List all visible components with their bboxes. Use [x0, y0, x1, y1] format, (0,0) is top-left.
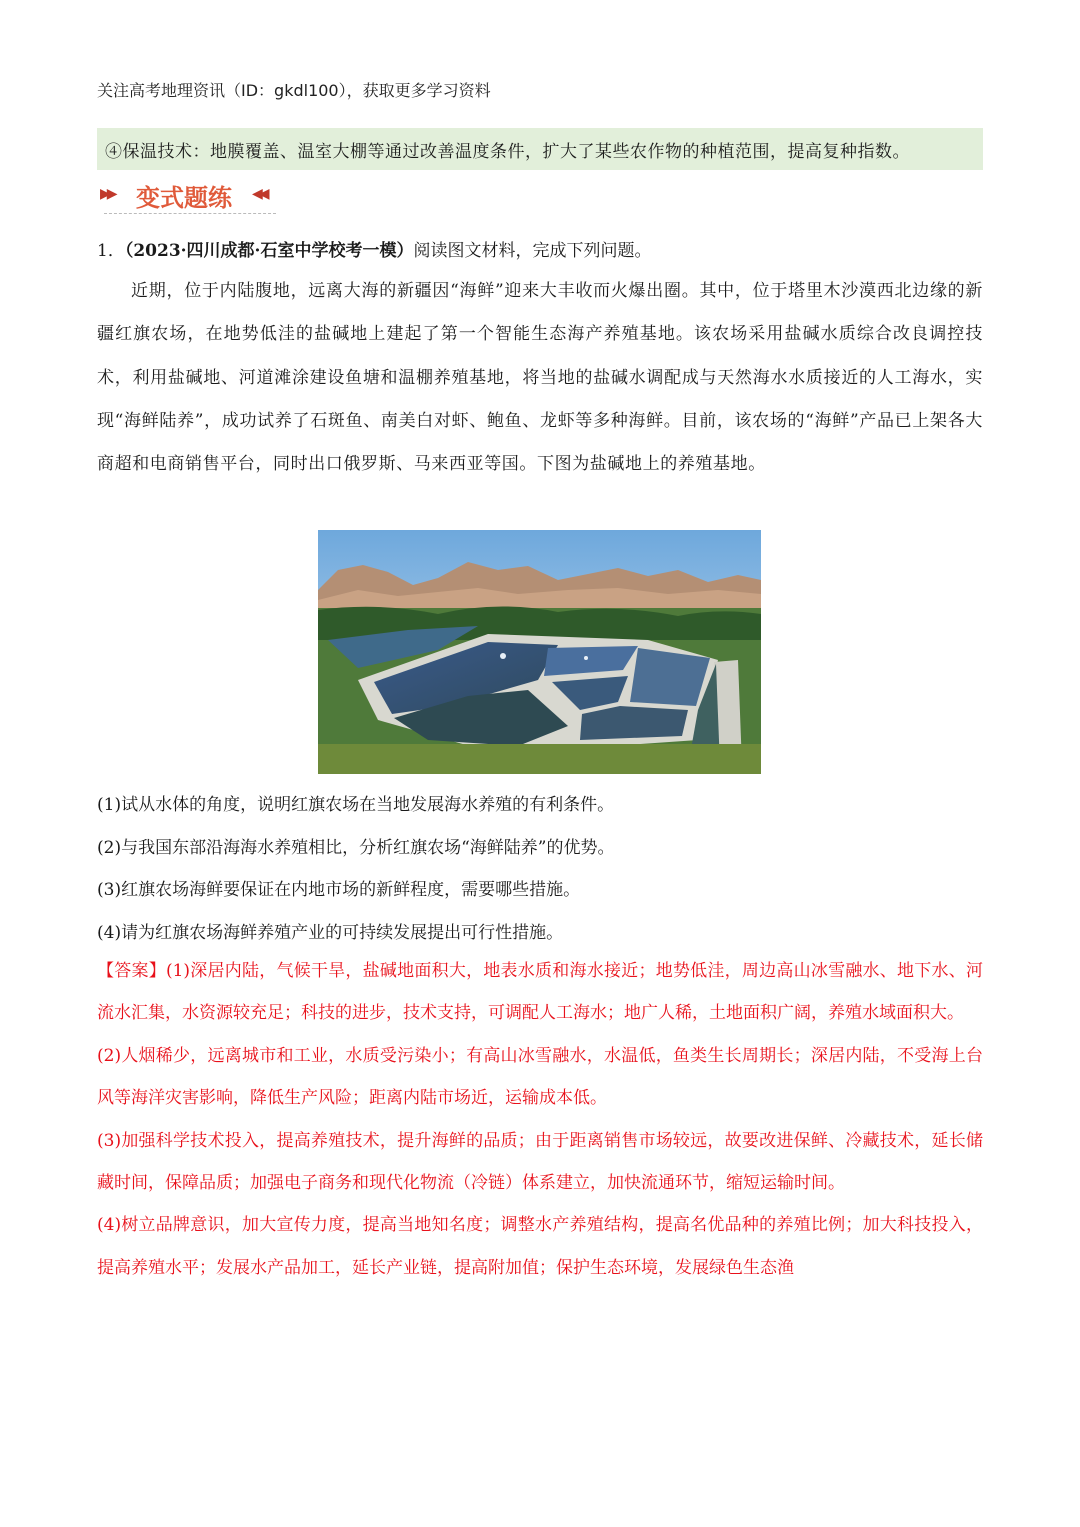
answer-part-1-text: (1)深居内陆，气候干旱，盐碱地面积大，地表水质和海水接近；地势低洼，周边高山冰雪融水、地下水、河流水汇集，水资源较充足；科技的进步，技术支持，可调配人工海水；地广人稀，土地面积广阔，养殖水域面积大。 [97, 961, 983, 1024]
tip-text: ④保温技术：地膜覆盖、温室大棚等通过改善温度条件，扩大了某些农作物的种植范围，提高复种指数。 [105, 141, 910, 162]
aquaculture-photo [318, 530, 761, 774]
arrow-left-icon: ◀◀ [252, 186, 266, 202]
answer-part-1 [97, 950, 983, 1035]
question-number: 1． [97, 241, 125, 261]
sub-question-3: (3)红旗农场海鲜要保证在内地市场的新鲜程度，需要哪些措施。 [97, 880, 581, 900]
sub-question-1: (1)试从水体的角度，说明红旗农场在当地发展海水养殖的有利条件。 [97, 795, 615, 815]
tip-box [97, 128, 983, 170]
answer-label: 【答案】 [97, 961, 166, 981]
question-instruction: 阅读图文材料，完成下列问题。 [413, 241, 652, 261]
sub-questions [97, 784, 983, 954]
answer-part-3: (3)加强科学技术投入，提高养殖技术，提升海鲜的品质；由于距离销售市场较远，故要改进保鲜、冷藏技术，延长储藏时间，保障品质；加强电子商务和现代化物流（冷链）体系建立，加快流通环节，缩短运输时间。 [97, 1130, 983, 1194]
question-passage: 近期，位于内陆腹地，远离大海的新疆因“海鲜”迎来大丰收而火爆出圈。其中，位于塔里木沙漠西北边缘的新疆红旗农场，在地势低洼的盐碱地上建起了第一个智能生态海产养殖基地。该农场采用盐碱水质综合改良调控技术，利用盐碱地、河道滩涂建设鱼塘和温棚养殖基地，将当地的盐碱水调配成与天然海水水质接近的人工海水，实现“海鲜陆养”，成功试养了石斑鱼、南美白对虾、鲍鱼、龙虾等多种海鲜。目前，该农场的“海鲜”产品已上架各大商超和电商销售平台，同时出口俄罗斯、马来西亚等国。下图为盐碱地上的养殖基地。 [97, 281, 983, 475]
sub-question-2: (2)与我国东部沿海海水养殖相比，分析红旗农场“海鲜陆养”的优势。 [97, 837, 615, 858]
answer-part-4: (4)树立品牌意识，加大宣传力度，提高当地知名度；调整水产养殖结构，提高名优品种的养殖比例；加大科技投入，提高养殖水平；发展水产品加工，延长产业链，提高附加值；保护生态环境，发展绿色生态渔 [97, 1215, 983, 1278]
question-source: （2023·四川成都·石室中学校考一模） [124, 241, 414, 261]
question-title [97, 236, 651, 261]
section-divider [104, 213, 276, 214]
arrow-right-icon: ▶▶ [100, 186, 114, 202]
section-title: 变式题练 [136, 184, 232, 212]
header-note: 关注高考地理资讯（ID：gkdl100），获取更多学习资料 [97, 81, 491, 100]
answer-part-2: (2)人烟稀少，远离城市和工业，水质受污染小；有高山冰雪融水，水温低，鱼类生长周期长；深居内陆，不受海上台风等海洋灾害影响，降低生产风险；距离内陆市场近，运输成本低。 [97, 1045, 983, 1109]
section-heading [100, 176, 280, 216]
sub-question-4: (4)请为红旗农场海鲜养殖产业的可持续发展提出可行性措施。 [97, 922, 564, 943]
answer-block [97, 950, 983, 1289]
